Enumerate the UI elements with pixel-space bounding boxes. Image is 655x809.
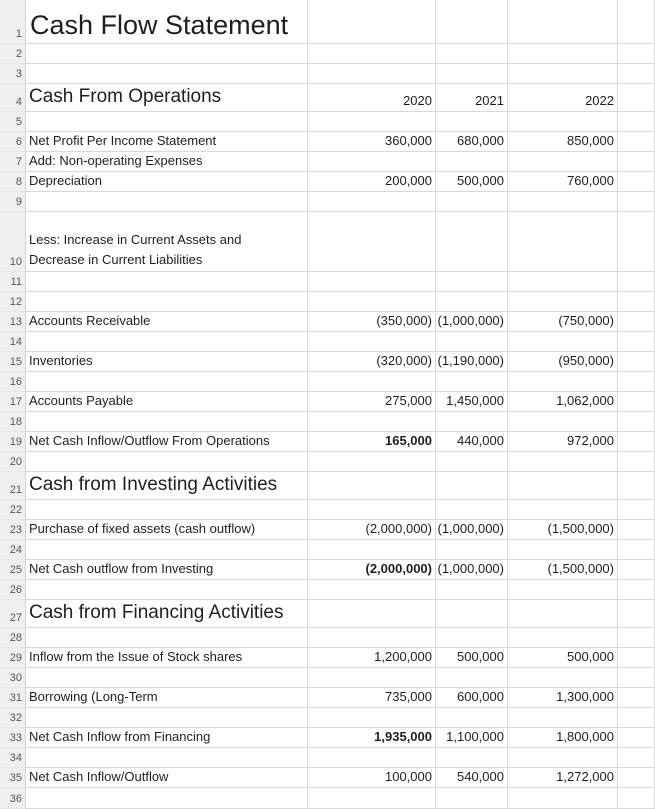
value-cell[interactable]: 440,000 <box>436 432 508 452</box>
cell[interactable] <box>436 44 508 64</box>
cell[interactable] <box>436 580 508 600</box>
cell[interactable] <box>618 352 655 372</box>
row-header[interactable]: 9 <box>0 192 26 212</box>
row-header[interactable]: 10 <box>0 212 26 272</box>
cell[interactable] <box>26 708 308 728</box>
value-cell[interactable]: (350,000) <box>308 312 436 332</box>
table-row <box>0 768 655 788</box>
row-label[interactable]: Accounts Payable <box>26 392 308 412</box>
value-cell[interactable]: (2,000,000) <box>308 520 436 540</box>
row-header[interactable]: 23 <box>0 520 26 540</box>
cell[interactable] <box>308 152 436 172</box>
row-label[interactable]: Net Cash outflow from Investing <box>26 560 308 580</box>
row-label[interactable]: Net Cash Inflow/Outflow From Operations <box>26 432 308 452</box>
cell[interactable] <box>436 540 508 560</box>
row-header[interactable]: 18 <box>0 412 26 432</box>
cell[interactable] <box>436 0 508 44</box>
row-header[interactable]: 8 <box>0 172 26 192</box>
table-row <box>0 432 655 452</box>
value-cell[interactable]: (1,500,000) <box>508 560 618 580</box>
cell[interactable] <box>26 540 308 560</box>
row-header[interactable]: 27 <box>0 600 26 628</box>
cell[interactable] <box>308 788 436 809</box>
table-row <box>0 668 655 688</box>
cell[interactable] <box>436 192 508 212</box>
row-header[interactable]: 12 <box>0 292 26 312</box>
cell[interactable] <box>618 84 655 112</box>
value-cell[interactable]: 1,300,000 <box>508 688 618 708</box>
cell[interactable] <box>436 412 508 432</box>
value-cell[interactable]: 1,062,000 <box>508 392 618 412</box>
row-label[interactable]: Purchase of fixed assets (cash outflow) <box>26 520 308 540</box>
cell[interactable] <box>618 332 655 352</box>
table-row <box>0 132 655 152</box>
section-heading-financing[interactable]: Cash from Financing Activities <box>26 600 308 628</box>
cell[interactable] <box>618 708 655 728</box>
table-row <box>0 112 655 132</box>
value-cell[interactable]: 275,000 <box>308 392 436 412</box>
cell[interactable] <box>308 372 436 392</box>
cell[interactable] <box>618 452 655 472</box>
cell[interactable] <box>26 332 308 352</box>
cell[interactable] <box>26 192 308 212</box>
row-header[interactable]: 28 <box>0 628 26 648</box>
section-heading-investing[interactable]: Cash from Investing Activities <box>26 472 308 500</box>
table-row <box>0 44 655 64</box>
cell[interactable] <box>308 412 436 432</box>
cell[interactable] <box>436 112 508 132</box>
cell[interactable] <box>436 152 508 172</box>
cell[interactable] <box>508 292 618 312</box>
cell[interactable] <box>436 668 508 688</box>
cell[interactable] <box>308 748 436 768</box>
cell[interactable] <box>508 0 618 44</box>
cell[interactable] <box>308 472 436 500</box>
cell[interactable] <box>308 272 436 292</box>
cell[interactable] <box>26 580 308 600</box>
value-cell[interactable]: 972,000 <box>508 432 618 452</box>
row-header[interactable]: 34 <box>0 748 26 768</box>
table-row <box>0 312 655 332</box>
row-label[interactable]: Borrowing (Long-Term <box>26 688 308 708</box>
cell[interactable] <box>26 668 308 688</box>
table-row <box>0 628 655 648</box>
cell[interactable] <box>26 452 308 472</box>
row-header[interactable]: 5 <box>0 112 26 132</box>
cell[interactable] <box>436 292 508 312</box>
cell[interactable] <box>508 600 618 628</box>
cell[interactable] <box>508 64 618 84</box>
value-cell[interactable]: 1,935,000 <box>308 728 436 748</box>
cell[interactable] <box>436 500 508 520</box>
cell[interactable] <box>508 540 618 560</box>
cell[interactable] <box>26 64 308 84</box>
table-row <box>0 172 655 192</box>
cell[interactable] <box>26 272 308 292</box>
cell[interactable] <box>618 292 655 312</box>
cell[interactable] <box>508 372 618 392</box>
cell[interactable] <box>618 212 655 272</box>
value-cell[interactable]: 1,100,000 <box>436 728 508 748</box>
value-cell[interactable]: 500,000 <box>436 172 508 192</box>
cell[interactable] <box>26 788 308 809</box>
row-label[interactable]: Depreciation <box>26 172 308 192</box>
cell[interactable] <box>618 472 655 500</box>
table-row <box>0 64 655 84</box>
row-label[interactable]: Net Cash Inflow/Outflow <box>26 768 308 788</box>
row-header[interactable]: 29 <box>0 648 26 668</box>
row-header[interactable]: 11 <box>0 272 26 292</box>
cell[interactable] <box>26 412 308 432</box>
row-header[interactable]: 4 <box>0 84 26 112</box>
cell[interactable] <box>508 332 618 352</box>
cell[interactable] <box>508 668 618 688</box>
cell[interactable] <box>308 292 436 312</box>
cell[interactable] <box>508 192 618 212</box>
cell[interactable] <box>618 192 655 212</box>
cell[interactable] <box>618 412 655 432</box>
value-cell[interactable]: 540,000 <box>436 768 508 788</box>
cell[interactable] <box>508 212 618 272</box>
cell[interactable] <box>436 452 508 472</box>
table-row <box>0 560 655 580</box>
row-header[interactable]: 1 <box>0 0 26 44</box>
cell[interactable] <box>618 0 655 44</box>
row-header[interactable]: 15 <box>0 352 26 372</box>
row-header[interactable]: 14 <box>0 332 26 352</box>
cell[interactable] <box>436 708 508 728</box>
table-row <box>0 540 655 560</box>
value-cell[interactable]: 1,200,000 <box>308 648 436 668</box>
row-header[interactable]: 25 <box>0 560 26 580</box>
value-cell[interactable]: 1,272,000 <box>508 768 618 788</box>
value-cell[interactable]: 165,000 <box>308 432 436 452</box>
cell[interactable] <box>618 152 655 172</box>
table-row <box>0 152 655 172</box>
cell[interactable] <box>436 272 508 292</box>
cell[interactable] <box>436 748 508 768</box>
cell[interactable] <box>308 112 436 132</box>
cell[interactable] <box>508 112 618 132</box>
cell[interactable] <box>618 600 655 628</box>
cell[interactable] <box>308 500 436 520</box>
cell[interactable] <box>436 212 508 272</box>
cell[interactable] <box>508 580 618 600</box>
value-cell[interactable]: 1,450,000 <box>436 392 508 412</box>
cell[interactable] <box>436 600 508 628</box>
value-cell[interactable]: (1,190,000) <box>436 352 508 372</box>
row-header[interactable]: 26 <box>0 580 26 600</box>
cell[interactable] <box>308 192 436 212</box>
row-label-line: Less: Increase in Current Assets and <box>29 232 242 247</box>
table-row <box>0 520 655 540</box>
cell[interactable] <box>26 500 308 520</box>
year-header[interactable]: 2021 <box>436 84 508 112</box>
cell[interactable] <box>308 668 436 688</box>
cell[interactable] <box>26 748 308 768</box>
value-cell[interactable]: 735,000 <box>308 688 436 708</box>
cell[interactable] <box>618 272 655 292</box>
cell[interactable] <box>26 372 308 392</box>
table-row <box>0 332 655 352</box>
cell[interactable] <box>308 64 436 84</box>
cell[interactable] <box>508 272 618 292</box>
cell[interactable] <box>308 212 436 272</box>
value-cell[interactable]: 760,000 <box>508 172 618 192</box>
cell[interactable] <box>308 540 436 560</box>
cell[interactable] <box>26 292 308 312</box>
row-header[interactable]: 20 <box>0 452 26 472</box>
cell[interactable] <box>618 64 655 84</box>
cell[interactable] <box>436 472 508 500</box>
row-header[interactable]: 35 <box>0 768 26 788</box>
row-header[interactable]: 19 <box>0 432 26 452</box>
row-header[interactable]: 16 <box>0 372 26 392</box>
cell[interactable] <box>618 748 655 768</box>
table-row <box>0 84 655 112</box>
cell[interactable] <box>618 172 655 192</box>
table-row <box>0 272 655 292</box>
value-cell[interactable]: 850,000 <box>508 132 618 152</box>
cell[interactable] <box>308 0 436 44</box>
cell[interactable] <box>26 628 308 648</box>
cell[interactable] <box>308 600 436 628</box>
cell[interactable] <box>618 628 655 648</box>
cell[interactable] <box>618 520 655 540</box>
row-header[interactable]: 6 <box>0 132 26 152</box>
table-row <box>0 292 655 312</box>
value-cell[interactable]: 500,000 <box>508 648 618 668</box>
row-label-wrapped[interactable] <box>26 212 308 272</box>
cell[interactable] <box>308 708 436 728</box>
row-header[interactable]: 30 <box>0 668 26 688</box>
cell[interactable] <box>508 748 618 768</box>
cell[interactable] <box>618 768 655 788</box>
cell[interactable] <box>308 452 436 472</box>
value-cell[interactable]: (1,500,000) <box>508 520 618 540</box>
row-label[interactable]: Inventories <box>26 352 308 372</box>
table-row <box>0 372 655 392</box>
cell[interactable] <box>308 628 436 648</box>
cell[interactable] <box>436 64 508 84</box>
row-label[interactable]: Add: Non-operating Expenses <box>26 152 308 172</box>
table-row <box>0 472 655 500</box>
cell[interactable] <box>618 668 655 688</box>
cell[interactable] <box>26 112 308 132</box>
row-header[interactable]: 33 <box>0 728 26 748</box>
cell[interactable] <box>618 132 655 152</box>
value-cell[interactable]: 200,000 <box>308 172 436 192</box>
cell[interactable] <box>436 628 508 648</box>
row-header[interactable]: 17 <box>0 392 26 412</box>
table-row <box>0 580 655 600</box>
cell[interactable] <box>618 580 655 600</box>
table-row <box>0 392 655 412</box>
table-row <box>0 788 655 809</box>
cell[interactable] <box>618 540 655 560</box>
row-label[interactable]: Accounts Receivable <box>26 312 308 332</box>
cell[interactable] <box>308 44 436 64</box>
row-header[interactable]: 3 <box>0 64 26 84</box>
value-cell[interactable]: 1,800,000 <box>508 728 618 748</box>
row-header[interactable]: 24 <box>0 540 26 560</box>
row-header[interactable]: 7 <box>0 152 26 172</box>
cell[interactable] <box>618 372 655 392</box>
cell[interactable] <box>618 500 655 520</box>
value-cell[interactable]: (950,000) <box>508 352 618 372</box>
cell[interactable] <box>436 332 508 352</box>
value-cell[interactable]: (320,000) <box>308 352 436 372</box>
value-cell[interactable]: (1,000,000) <box>436 520 508 540</box>
cell[interactable] <box>436 788 508 809</box>
cell[interactable] <box>618 44 655 64</box>
cell[interactable] <box>508 452 618 472</box>
value-cell[interactable]: 600,000 <box>436 688 508 708</box>
cell[interactable] <box>618 788 655 809</box>
cell[interactable] <box>308 332 436 352</box>
row-header[interactable]: 22 <box>0 500 26 520</box>
cell[interactable] <box>618 312 655 332</box>
row-header[interactable]: 31 <box>0 688 26 708</box>
table-row <box>0 500 655 520</box>
table-row <box>0 452 655 472</box>
value-cell[interactable]: (1,000,000) <box>436 560 508 580</box>
table-row <box>0 708 655 728</box>
value-cell[interactable]: 500,000 <box>436 648 508 668</box>
cell[interactable] <box>618 648 655 668</box>
cell[interactable] <box>618 112 655 132</box>
cell[interactable] <box>26 44 308 64</box>
value-cell[interactable]: (750,000) <box>508 312 618 332</box>
sheet-title[interactable]: Cash Flow Statement <box>26 0 308 44</box>
value-cell[interactable]: 100,000 <box>308 768 436 788</box>
value-cell[interactable]: (2,000,000) <box>308 560 436 580</box>
cell[interactable] <box>508 412 618 432</box>
value-cell[interactable]: (1,000,000) <box>436 312 508 332</box>
row-label-line: Decrease in Current Liabilities <box>29 252 203 267</box>
row-header[interactable]: 21 <box>0 472 26 500</box>
table-row <box>0 0 655 44</box>
value-cell[interactable]: 360,000 <box>308 132 436 152</box>
row-header[interactable]: 13 <box>0 312 26 332</box>
cell[interactable] <box>618 392 655 412</box>
table-row <box>0 688 655 708</box>
section-heading-operations[interactable]: Cash From Operations <box>26 84 308 112</box>
cell[interactable] <box>508 152 618 172</box>
cell[interactable] <box>308 580 436 600</box>
value-cell[interactable]: 680,000 <box>436 132 508 152</box>
table-row <box>0 648 655 668</box>
cell[interactable] <box>618 560 655 580</box>
table-row <box>0 192 655 212</box>
year-header[interactable]: 2020 <box>308 84 436 112</box>
cell[interactable] <box>508 628 618 648</box>
table-row <box>0 212 655 272</box>
table-row <box>0 412 655 432</box>
cell[interactable] <box>436 372 508 392</box>
cell[interactable] <box>618 432 655 452</box>
row-label[interactable]: Net Cash Inflow from Financing <box>26 728 308 748</box>
year-header[interactable]: 2022 <box>508 84 618 112</box>
cell[interactable] <box>508 500 618 520</box>
table-row <box>0 600 655 628</box>
table-row <box>0 352 655 372</box>
row-label[interactable]: Net Profit Per Income Statement <box>26 132 308 152</box>
table-row <box>0 728 655 748</box>
table-row <box>0 748 655 768</box>
cell[interactable] <box>618 728 655 748</box>
row-header[interactable]: 36 <box>0 788 26 809</box>
cell[interactable] <box>618 688 655 708</box>
cell[interactable] <box>508 472 618 500</box>
row-header[interactable]: 2 <box>0 44 26 64</box>
cell[interactable] <box>508 788 618 809</box>
row-header[interactable]: 32 <box>0 708 26 728</box>
cell[interactable] <box>508 708 618 728</box>
row-label[interactable]: Inflow from the Issue of Stock shares <box>26 648 308 668</box>
cell[interactable] <box>508 44 618 64</box>
